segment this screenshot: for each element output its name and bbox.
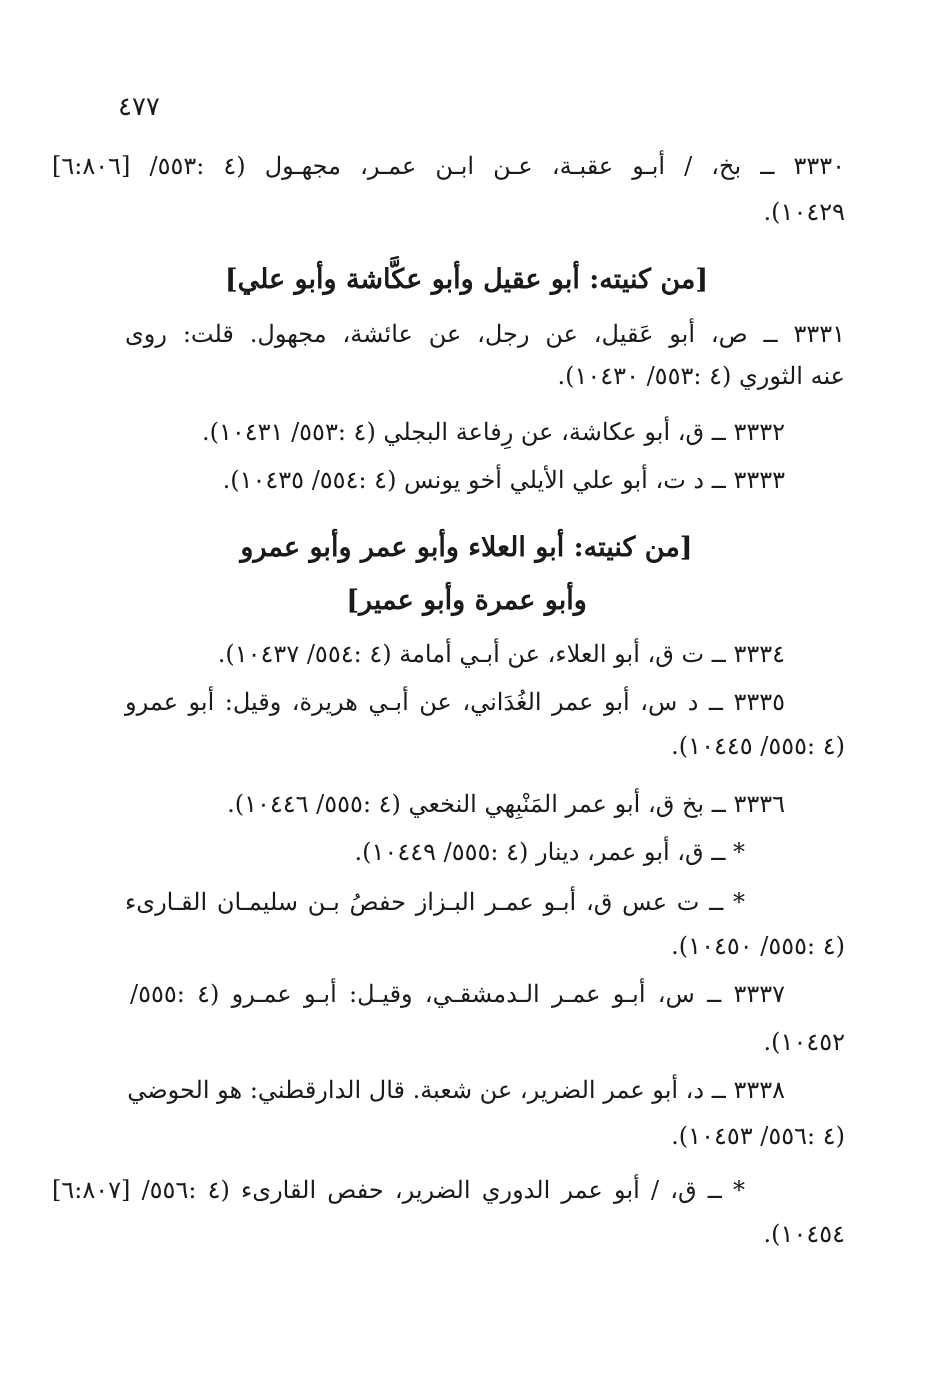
entry-3330-line1: ٣٣٣٠ ــ بخ، / أبـو عقبـة، عـن ابـن عمـر، مجهـول (٤ :٥٥٣/ [٦:٨٠٦] — [52, 152, 845, 180]
entry-3333: ٣٣٣٣ ــ د ت، أبو علي الأيلي أخو يونس (٤ :٥٥٤/ ١٠٤٣٥). — [222, 466, 785, 494]
entry-3332: ٣٣٣٢ ــ ق، أبو عكاشة، عن رِفاعة البجلي (٤ :٥٥٣/ ١٠٤٣١). — [201, 418, 785, 446]
entry-star-duri-line2: ١٠٤٥٤). — [763, 1220, 845, 1248]
entry-3338-line2: (٤ :٥٥٦/ ١٠٤٥٣). — [671, 1122, 845, 1150]
entry-star-hafs-line2: (٤ :٥٥٥/ ١٠٤٥٠). — [671, 932, 845, 960]
entry-star-duri-line1: * ــ ق، / أبو عمر الدوري الضرير، حفص القارىء (٤ :٥٥٦/ [٦:٨٠٧] — [52, 1176, 745, 1204]
entry-star-dinar: * ــ ق، أبو عمر، دينار (٤ :٥٥٥/ ١٠٤٤٩). — [354, 838, 745, 866]
section-heading-2-line2: وأبو عمرة وأبو عمير] — [346, 585, 587, 616]
entry-3335-line2: (٤ :٥٥٥/ ١٠٤٤٥). — [671, 732, 845, 760]
entry-3337-line1: ٣٣٣٧ ــ س، أبـو عمـر الـدمشقـي، وقيـل: أبـو عمـرو (٤ :٥٥٥/ — [130, 980, 786, 1008]
entry-star-hafs-line1: * ــ ت عس ق، أبـو عمـر البـزاز حفصُ بـن سليمـان القـارىء — [125, 888, 745, 916]
entry-3338-line1: ٣٣٣٨ ــ د، أبو عمر الضرير، عن شعبة. قال الدارقطني: هو الحوضي — [127, 1076, 785, 1104]
entry-3335-line1: ٣٣٣٥ ــ د س، أبو عمر الغُدَاني، عن أبـي هريرة، وقيل: أبو عمرو — [125, 688, 785, 716]
entry-3330-line2: ١٠٤٢٩). — [763, 198, 845, 226]
entry-3337-line2: ١٠٤٥٢). — [763, 1028, 845, 1056]
entry-3331-line2: عنه الثوري (٤ :٥٥٣/ ١٠٤٣٠). — [557, 362, 845, 390]
entry-3334: ٣٣٣٤ ــ ت ق، أبو العلاء، عن أبـي أمامة (٤ :٥٥٤/ ١٠٤٣٧). — [217, 640, 785, 668]
page-number: ٤٧٧ — [118, 92, 160, 122]
entry-3336: ٣٣٣٦ ــ بخ ق، أبو عمر المَنْبِهي النخعي (٤ :٥٥٥/ ١٠٤٤٦). — [227, 790, 785, 818]
section-heading-2-line1: [من كنيته: أبو العلاء وأبو عمر وأبو عمرو — [240, 532, 693, 563]
entry-3331-line1: ٣٣٣١ ــ ص، أبو عَقيل، عن رجل، عن عائشة، مجهول. قلت: روى — [125, 320, 845, 348]
section-heading-1: [من كنيته: أبو عقيل وأبو عكَّاشة وأبو علي] — [224, 264, 709, 295]
